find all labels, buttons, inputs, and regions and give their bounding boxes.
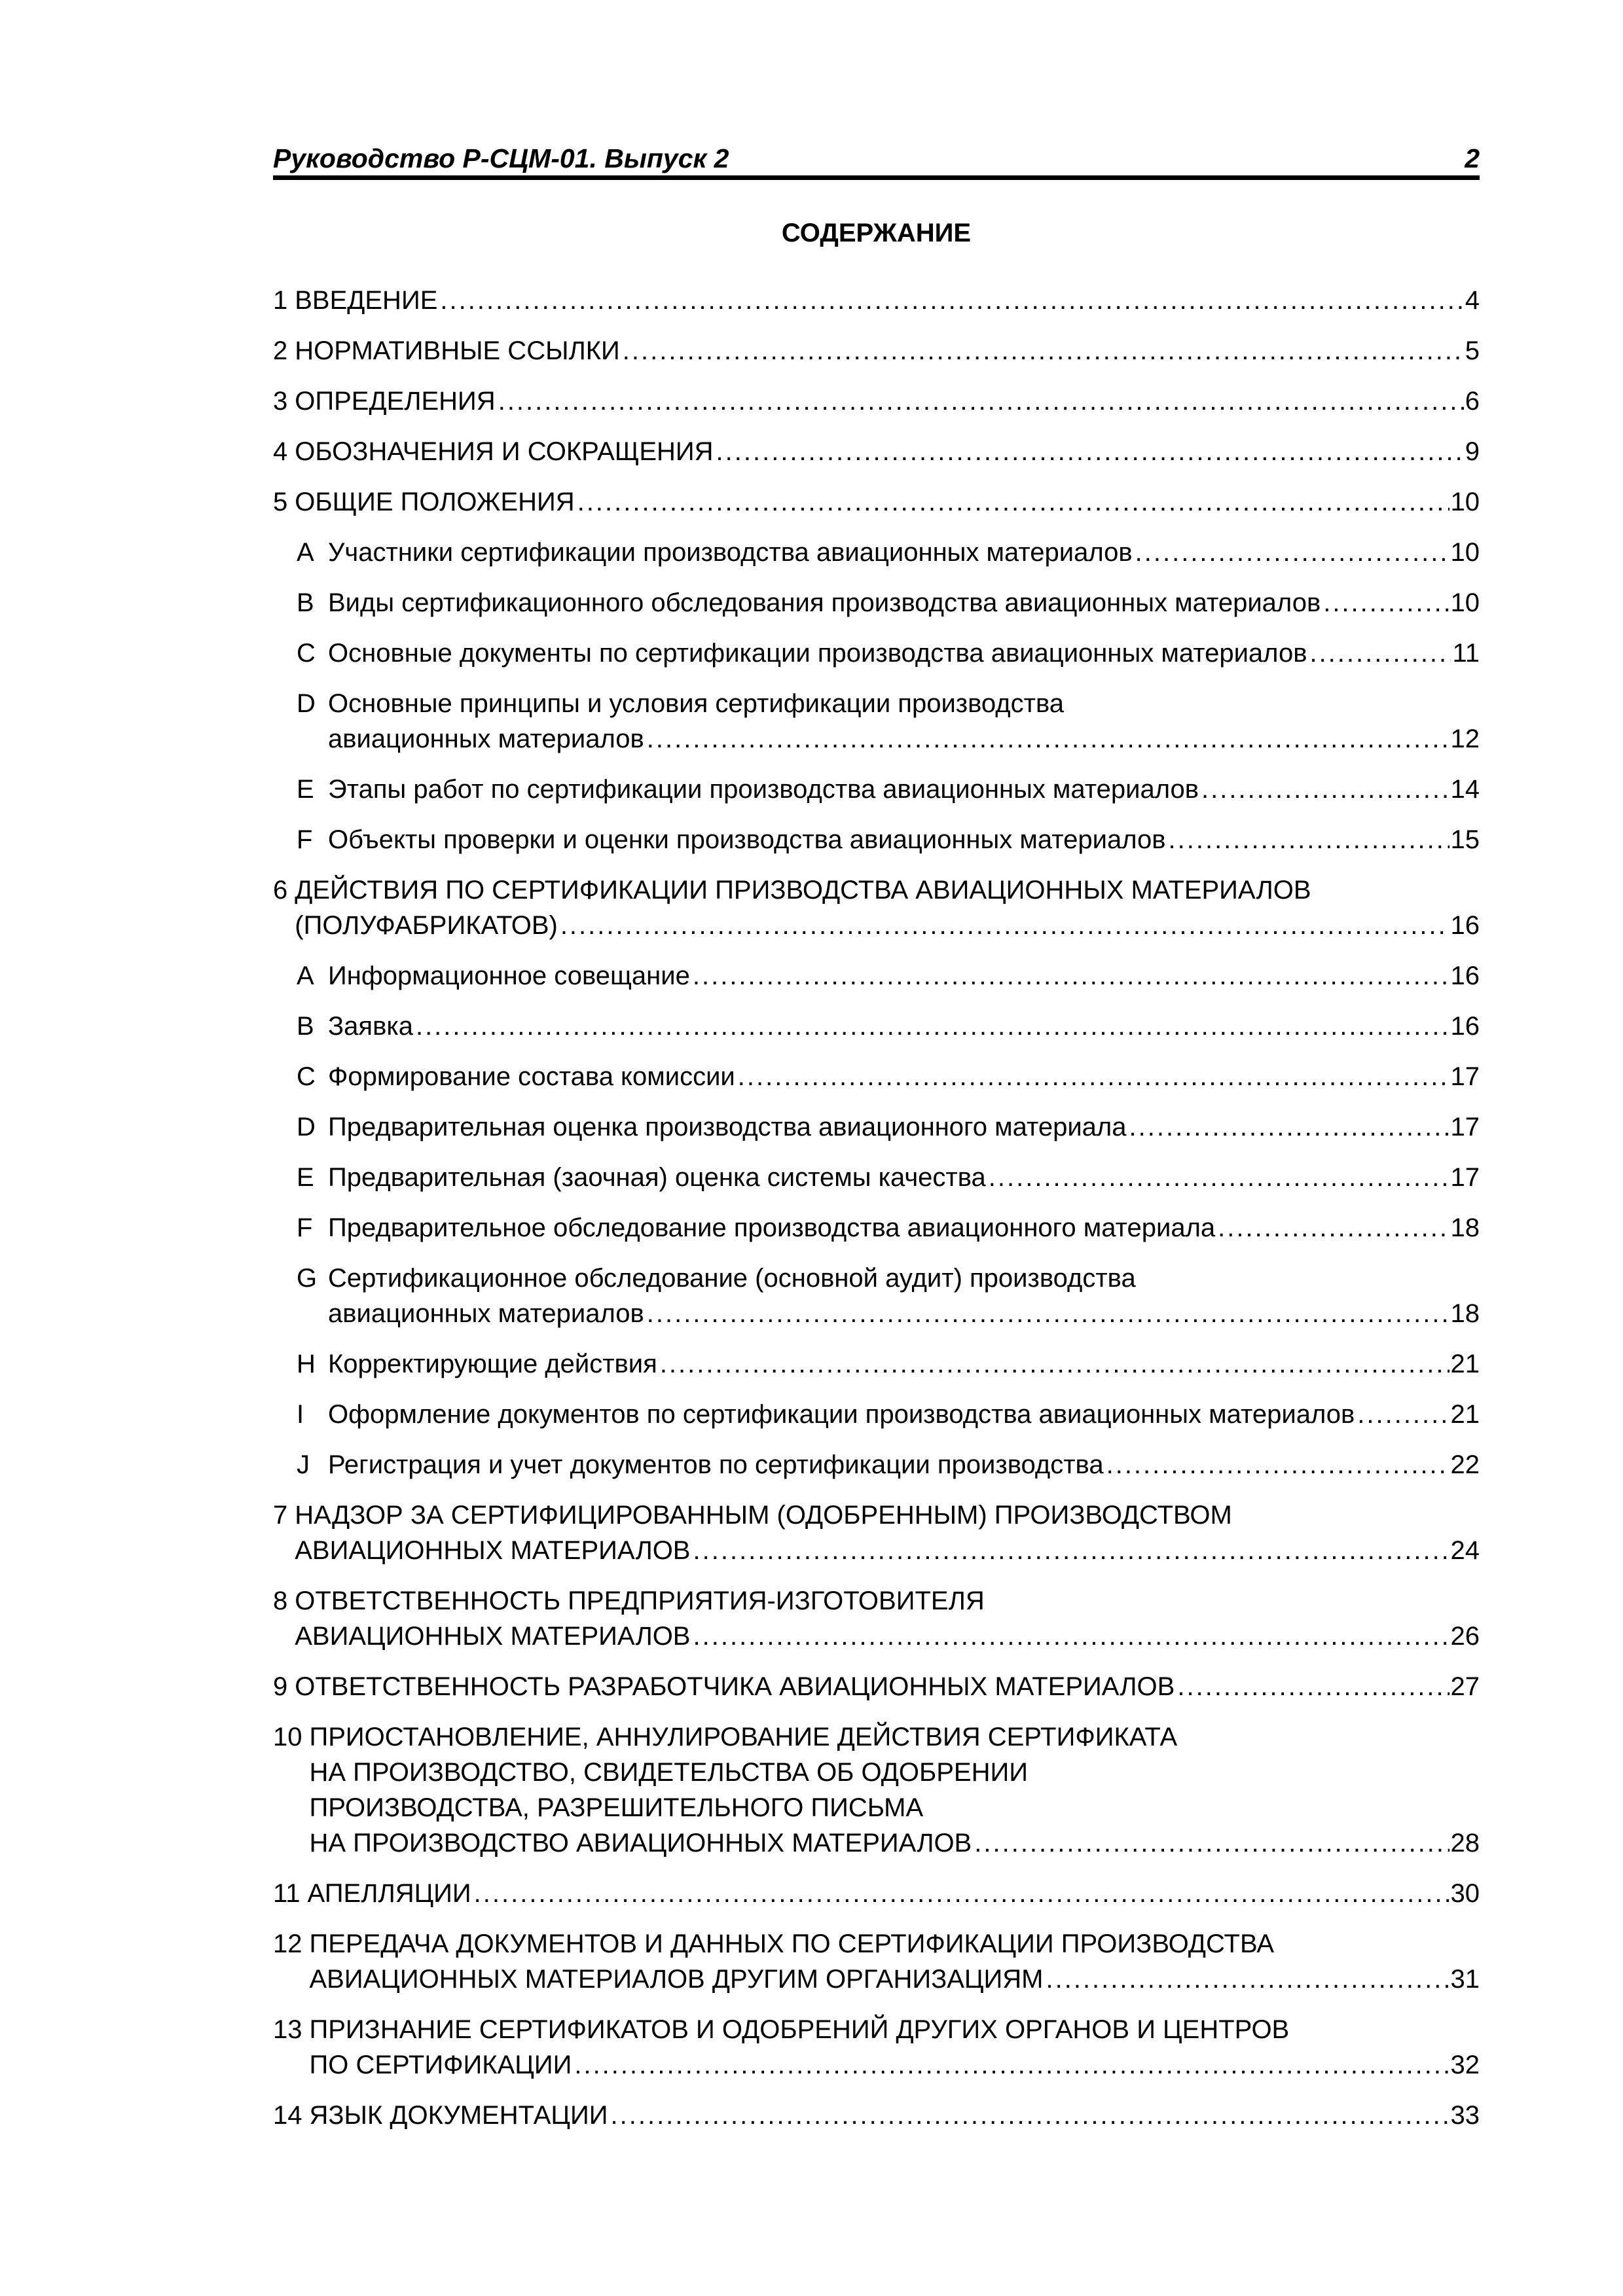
toc-page-number: 18 — [1450, 1213, 1480, 1242]
toc-entry-title: Этапы работ по сертификации производства авиационных материалов — [328, 775, 1199, 804]
toc-entry-leader-line — [295, 908, 1480, 943]
toc-entry-number: 9 — [273, 1672, 288, 1701]
dot-leader — [440, 283, 1463, 318]
toc-entry-number: 7 — [273, 1501, 288, 1530]
toc-entry-body — [308, 1876, 1480, 1911]
toc-entry-body — [328, 1210, 1480, 1246]
dot-leader — [1218, 1210, 1449, 1246]
toc-page-number: 6 — [1465, 387, 1480, 416]
toc-entry-title: Предварительная оценка производства авиационного материала — [328, 1113, 1127, 1141]
toc-entry-leader-line — [328, 585, 1480, 620]
toc-entry-title-line: Сертификационное обследование (основной аудит) производства — [328, 1264, 1136, 1293]
toc-entry-body — [328, 1109, 1480, 1145]
toc-entry-leader-line — [328, 1447, 1480, 1482]
toc-entry-body — [328, 1160, 1480, 1195]
document-title: Руководство Р-СЦМ-01. Выпуск 2 — [273, 143, 729, 173]
toc-entry-title: Корректирующие действия — [328, 1350, 657, 1378]
toc-entry — [273, 1210, 1480, 1246]
dot-leader — [560, 908, 1450, 943]
dot-leader — [716, 434, 1464, 469]
dot-leader — [660, 1346, 1450, 1382]
toc-entry-leader-line — [328, 1210, 1480, 1246]
toc-page-number: 16 — [1450, 1012, 1480, 1041]
toc-entry-body — [310, 2012, 1480, 2083]
toc-entry-leader-line — [310, 1962, 1480, 1997]
dot-leader — [574, 2047, 1449, 2083]
toc-entry-title-line: ПЕРЕДАЧА ДОКУМЕНТОВ И ДАННЫХ ПО СЕРТИФИКАЦИИ ПРОИЗВОДСТВА — [309, 1929, 1275, 1958]
toc-entry-title-line: ПРОИЗВОДСТВА, РАЗРЕШИТЕЛЬНОГО ПИСЬМА — [309, 1793, 924, 1822]
toc-page-number: 16 — [1450, 911, 1480, 940]
toc-entry-leader-line — [310, 2047, 1480, 2083]
toc-entry-leader-line — [295, 384, 1480, 419]
toc-entry-number: A — [297, 961, 314, 990]
dot-leader — [1323, 585, 1449, 620]
toc-page-number: 26 — [1450, 1622, 1480, 1651]
toc-entry-number: C — [297, 639, 316, 668]
toc-entry-title: АПЕЛЛЯЦИИ — [307, 1879, 471, 1908]
dot-leader — [1169, 822, 1450, 857]
dot-leader — [693, 1619, 1450, 1654]
toc-entry — [273, 384, 1480, 419]
toc-entry-leader-line — [328, 772, 1480, 807]
toc-entry-leader-line — [295, 1619, 1480, 1654]
toc-entry-title: Заявка — [328, 1012, 413, 1041]
toc-entry — [273, 2012, 1480, 2083]
table-of-contents — [273, 283, 1480, 2148]
dot-leader — [1046, 1962, 1449, 1997]
toc-entry-title-line: ОТВЕТСТВЕННОСТЬ ПРЕДПРИЯТИЯ-ИЗГОТОВИТЕЛЯ — [295, 1587, 985, 1615]
toc-page-number: 11 — [1452, 639, 1480, 668]
toc-entry-body — [328, 1261, 1480, 1331]
toc-page-number: 14 — [1450, 775, 1480, 804]
toc-entry-leader-line — [295, 333, 1480, 368]
toc-page-number: 4 — [1465, 286, 1480, 315]
toc-entry-body — [328, 1346, 1480, 1382]
toc-page-number: 21 — [1450, 1400, 1480, 1429]
toc-page-number: 16 — [1450, 961, 1480, 990]
toc-entry — [273, 484, 1480, 520]
toc-entry-number: B — [297, 588, 314, 617]
toc-entry-number: D — [297, 689, 316, 718]
toc-page-number: 10 — [1450, 588, 1480, 617]
toc-entry-leader-line — [328, 636, 1480, 671]
toc-entry-body — [295, 872, 1480, 943]
toc-entry-leader-line — [328, 822, 1480, 857]
dot-leader — [623, 333, 1464, 368]
toc-entry — [273, 1261, 1480, 1331]
toc-entry — [273, 872, 1480, 943]
toc-entry-leader-line — [328, 1009, 1480, 1044]
toc-entry-leader-line — [295, 1533, 1480, 1568]
toc-page-number: 31 — [1450, 1965, 1480, 1994]
toc-page-number: 17 — [1450, 1163, 1480, 1192]
toc-page-number: 18 — [1450, 1299, 1480, 1328]
toc-entry-title: ЯЗЫК ДОКУМЕНТАЦИИ — [309, 2101, 608, 2130]
toc-entry-body — [295, 434, 1480, 469]
toc-page-number: 17 — [1450, 1062, 1480, 1091]
toc-entry-title-line: ПРИЗНАНИЕ СЕРТИФИКАТОВ И ОДОБРЕНИЙ ДРУГИХ ОРГАНОВ И ЦЕНТРОВ — [309, 2015, 1290, 2044]
toc-page-number: 28 — [1450, 1829, 1480, 1857]
toc-entry-number: 6 — [273, 876, 288, 905]
dot-leader — [1357, 1397, 1449, 1432]
toc-entry — [273, 1669, 1480, 1704]
toc-entry — [273, 772, 1480, 807]
dot-leader — [1135, 535, 1450, 570]
toc-entry-title: Основные документы по сертификации производства авиационных материалов — [328, 639, 1307, 668]
page-number: 2 — [1465, 143, 1480, 173]
toc-entry-number: 5 — [273, 488, 288, 516]
toc-entry-title: Регистрация и учет документов по сертификации производства — [328, 1450, 1104, 1479]
toc-entry — [273, 1583, 1480, 1654]
toc-page-number: 27 — [1450, 1672, 1480, 1701]
toc-entry-number: F — [297, 825, 313, 854]
toc-entry-title: Объекты проверки и оценки производства авиационных материалов — [328, 825, 1166, 854]
toc-page-number: 17 — [1450, 1113, 1480, 1141]
toc-entry — [273, 1160, 1480, 1195]
toc-entry-number: 4 — [273, 437, 288, 466]
toc-entry-number: 10 — [273, 1723, 302, 1751]
dot-leader — [647, 721, 1450, 757]
toc-entry-leader-line — [295, 283, 1480, 318]
toc-entry-body — [295, 1498, 1480, 1568]
toc-entry — [273, 2098, 1480, 2133]
toc-entry-title: Информационное совещание — [328, 961, 690, 990]
toc-entry-title: (ПОЛУФАБРИКАТОВ) — [295, 911, 558, 940]
toc-entry-body — [295, 384, 1480, 419]
toc-entry-body — [328, 585, 1480, 620]
toc-entry-title: Формирование состава комиссии — [328, 1062, 735, 1091]
toc-entry-number: B — [297, 1012, 314, 1041]
toc-page-number: 9 — [1465, 437, 1480, 466]
dot-leader — [1201, 772, 1449, 807]
toc-entry-title: Предварительное обследование производства авиационного материала — [328, 1213, 1216, 1242]
toc-entry-title: ПО СЕРТИФИКАЦИИ — [309, 2051, 572, 2079]
toc-entry-body — [328, 636, 1480, 671]
toc-page-number: 5 — [1465, 336, 1480, 365]
toc-entry-number: C — [297, 1062, 316, 1091]
toc-entry-title: Виды сертификационного обследования производства авиационных материалов — [328, 588, 1321, 617]
toc-entry — [273, 636, 1480, 671]
toc-page-number: 10 — [1450, 538, 1480, 567]
toc-entry-body — [310, 2098, 1480, 2133]
toc-page-number: 33 — [1450, 2101, 1480, 2130]
toc-entry-leader-line — [328, 1109, 1480, 1145]
dot-leader — [498, 384, 1464, 419]
dot-leader — [974, 1825, 1449, 1861]
toc-entry-body — [328, 958, 1480, 994]
toc-entry-title: АВИАЦИОННЫХ МАТЕРИАЛОВ — [295, 1536, 691, 1565]
dot-leader — [738, 1059, 1450, 1094]
toc-entry-body — [328, 1447, 1480, 1482]
dot-leader — [647, 1296, 1450, 1331]
toc-entry-title-line: ПРИОСТАНОВЛЕНИЕ, АННУЛИРОВАНИЕ ДЕЙСТВИЯ СЕРТИФИКАТА — [309, 1723, 1178, 1751]
toc-entry-body — [295, 1583, 1480, 1654]
toc-entry-body — [328, 1397, 1480, 1432]
dot-leader — [416, 1009, 1450, 1044]
toc-entry-title: ОБОЗНАЧЕНИЯ И СОКРАЩЕНИЯ — [295, 437, 714, 466]
toc-entry-number: A — [297, 538, 314, 567]
toc-entry-number: D — [297, 1113, 316, 1141]
toc-entry — [273, 283, 1480, 318]
toc-entry-title-line: ДЕЙСТВИЯ ПО СЕРТИФИКАЦИИ ПРИЗВОДСТВА АВИАЦИОННЫХ МАТЕРИАЛОВ — [295, 876, 1311, 905]
dot-leader — [474, 1876, 1450, 1911]
toc-entry-number: H — [297, 1350, 316, 1378]
toc-entry — [273, 333, 1480, 368]
toc-entry-title: авиационных материалов — [328, 725, 644, 753]
toc-page-number: 15 — [1450, 825, 1480, 854]
toc-entry-leader-line — [328, 535, 1480, 570]
toc-entry-number: 11 — [273, 1879, 301, 1908]
toc-entry-body — [295, 333, 1480, 368]
toc-page-number: 24 — [1450, 1536, 1480, 1565]
toc-entry-leader-line — [295, 434, 1480, 469]
dot-leader — [1309, 636, 1451, 671]
toc-entry-title: АВИАЦИОННЫХ МАТЕРИАЛОВ ДРУГИМ ОРГАНИЗАЦИЯМ — [309, 1965, 1044, 1994]
toc-entry — [273, 1498, 1480, 1568]
toc-entry-title-line: НАДЗОР ЗА СЕРТИФИЦИРОВАННЫМ (ОДОБРЕННЫМ) ПРОИЗВОДСТВОМ — [295, 1501, 1232, 1530]
toc-entry — [273, 585, 1480, 620]
toc-entry-body — [328, 822, 1480, 857]
toc-entry-leader-line — [328, 721, 1480, 757]
toc-entry-title: НА ПРОИЗВОДСТВО АВИАЦИОННЫХ МАТЕРИАЛОВ — [309, 1829, 972, 1857]
toc-entry-title: ОТВЕТСТВЕННОСТЬ РАЗРАБОТЧИКА АВИАЦИОННЫХ МАТЕРИАЛОВ — [295, 1672, 1175, 1701]
toc-entry-body — [328, 1009, 1480, 1044]
toc-entry-leader-line — [328, 1346, 1480, 1382]
toc-entry-leader-line — [310, 2098, 1480, 2133]
toc-entry-body — [295, 1669, 1480, 1704]
toc-entry-title: Оформление документов по сертификации производства авиационных материалов — [328, 1400, 1355, 1429]
toc-entry — [273, 1719, 1480, 1861]
toc-entry-number: 8 — [273, 1587, 288, 1615]
dot-leader — [1129, 1109, 1450, 1145]
toc-entry — [273, 1059, 1480, 1094]
page-header — [273, 137, 1480, 180]
toc-entry-body — [295, 484, 1480, 520]
toc-entry-leader-line — [295, 1669, 1480, 1704]
toc-entry — [273, 958, 1480, 994]
toc-page-number: 10 — [1450, 488, 1480, 516]
toc-page-number: 32 — [1450, 2051, 1480, 2079]
toc-entry-number: G — [297, 1264, 318, 1293]
toc-entry-body — [328, 535, 1480, 570]
toc-entry — [273, 434, 1480, 469]
toc-entry — [273, 1876, 1480, 1911]
toc-entry-body — [328, 772, 1480, 807]
toc-entry-title: Участники сертификации производства авиационных материалов — [328, 538, 1133, 567]
dot-leader — [1177, 1669, 1449, 1704]
toc-entry-title: ОПРЕДЕЛЕНИЯ — [295, 387, 496, 416]
dot-leader — [577, 484, 1450, 520]
toc-entry-number: F — [297, 1213, 313, 1242]
toc-entry — [273, 1009, 1480, 1044]
toc-entry-leader-line — [310, 1825, 1480, 1861]
dot-leader — [989, 1160, 1450, 1195]
toc-entry-number: 3 — [273, 387, 288, 416]
toc-entry-title-line: НА ПРОИЗВОДСТВО, СВИДЕТЕЛЬСТВА ОБ ОДОБРЕНИИ — [309, 1758, 1028, 1787]
toc-page-number: 30 — [1450, 1879, 1480, 1908]
toc-entry-leader-line — [328, 1397, 1480, 1432]
toc-entry-number: 13 — [273, 2015, 302, 2044]
toc-entry-leader-line — [295, 484, 1480, 520]
toc-entry-number: I — [297, 1400, 304, 1429]
toc-entry-title-line: Основные принципы и условия сертификации производства — [328, 689, 1065, 718]
toc-entry-number: J — [297, 1450, 310, 1479]
toc-entry-body — [310, 1719, 1480, 1861]
toc-entry-body — [295, 283, 1480, 318]
toc-entry-leader-line — [328, 1059, 1480, 1094]
toc-entry-number: E — [297, 775, 314, 804]
toc-entry-title: Предварительная (заочная) оценка системы качества — [328, 1163, 986, 1192]
toc-entry-body — [328, 1059, 1480, 1094]
toc-entry-number: 12 — [273, 1929, 302, 1958]
toc-entry-number: 1 — [273, 286, 288, 315]
toc-entry-leader-line — [308, 1876, 1480, 1911]
toc-page-number: 22 — [1450, 1450, 1480, 1479]
toc-page-number: 21 — [1450, 1350, 1480, 1378]
toc-entry-number: E — [297, 1163, 314, 1192]
toc-entry-title: ВВЕДЕНИЕ — [295, 286, 438, 315]
dot-leader — [611, 2098, 1450, 2133]
toc-entry — [273, 1109, 1480, 1145]
toc-entry-leader-line — [328, 1296, 1480, 1331]
toc-entry — [273, 686, 1480, 757]
toc-entry-title: ОБЩИЕ ПОЛОЖЕНИЯ — [295, 488, 575, 516]
toc-entry — [273, 1397, 1480, 1432]
toc-entry-leader-line — [328, 1160, 1480, 1195]
dot-leader — [693, 1533, 1450, 1568]
toc-entry — [273, 1926, 1480, 1997]
toc-entry — [273, 1447, 1480, 1482]
toc-entry — [273, 535, 1480, 570]
toc-entry-title: авиационных материалов — [328, 1299, 644, 1328]
toc-entry-body — [310, 1926, 1480, 1997]
toc-entry-number: 2 — [273, 336, 288, 365]
toc-heading: СОДЕРЖАНИЕ — [781, 219, 972, 247]
toc-entry — [273, 1346, 1480, 1382]
dot-leader — [1106, 1447, 1450, 1482]
toc-entry-body — [328, 686, 1480, 757]
toc-page-number: 12 — [1450, 725, 1480, 753]
toc-entry-title: АВИАЦИОННЫХ МАТЕРИАЛОВ — [295, 1622, 691, 1651]
toc-entry-title: НОРМАТИВНЫЕ ССЫЛКИ — [295, 336, 620, 365]
toc-entry — [273, 822, 1480, 857]
toc-entry-number: 14 — [273, 2101, 302, 2130]
toc-entry-leader-line — [328, 958, 1480, 994]
dot-leader — [693, 958, 1450, 994]
